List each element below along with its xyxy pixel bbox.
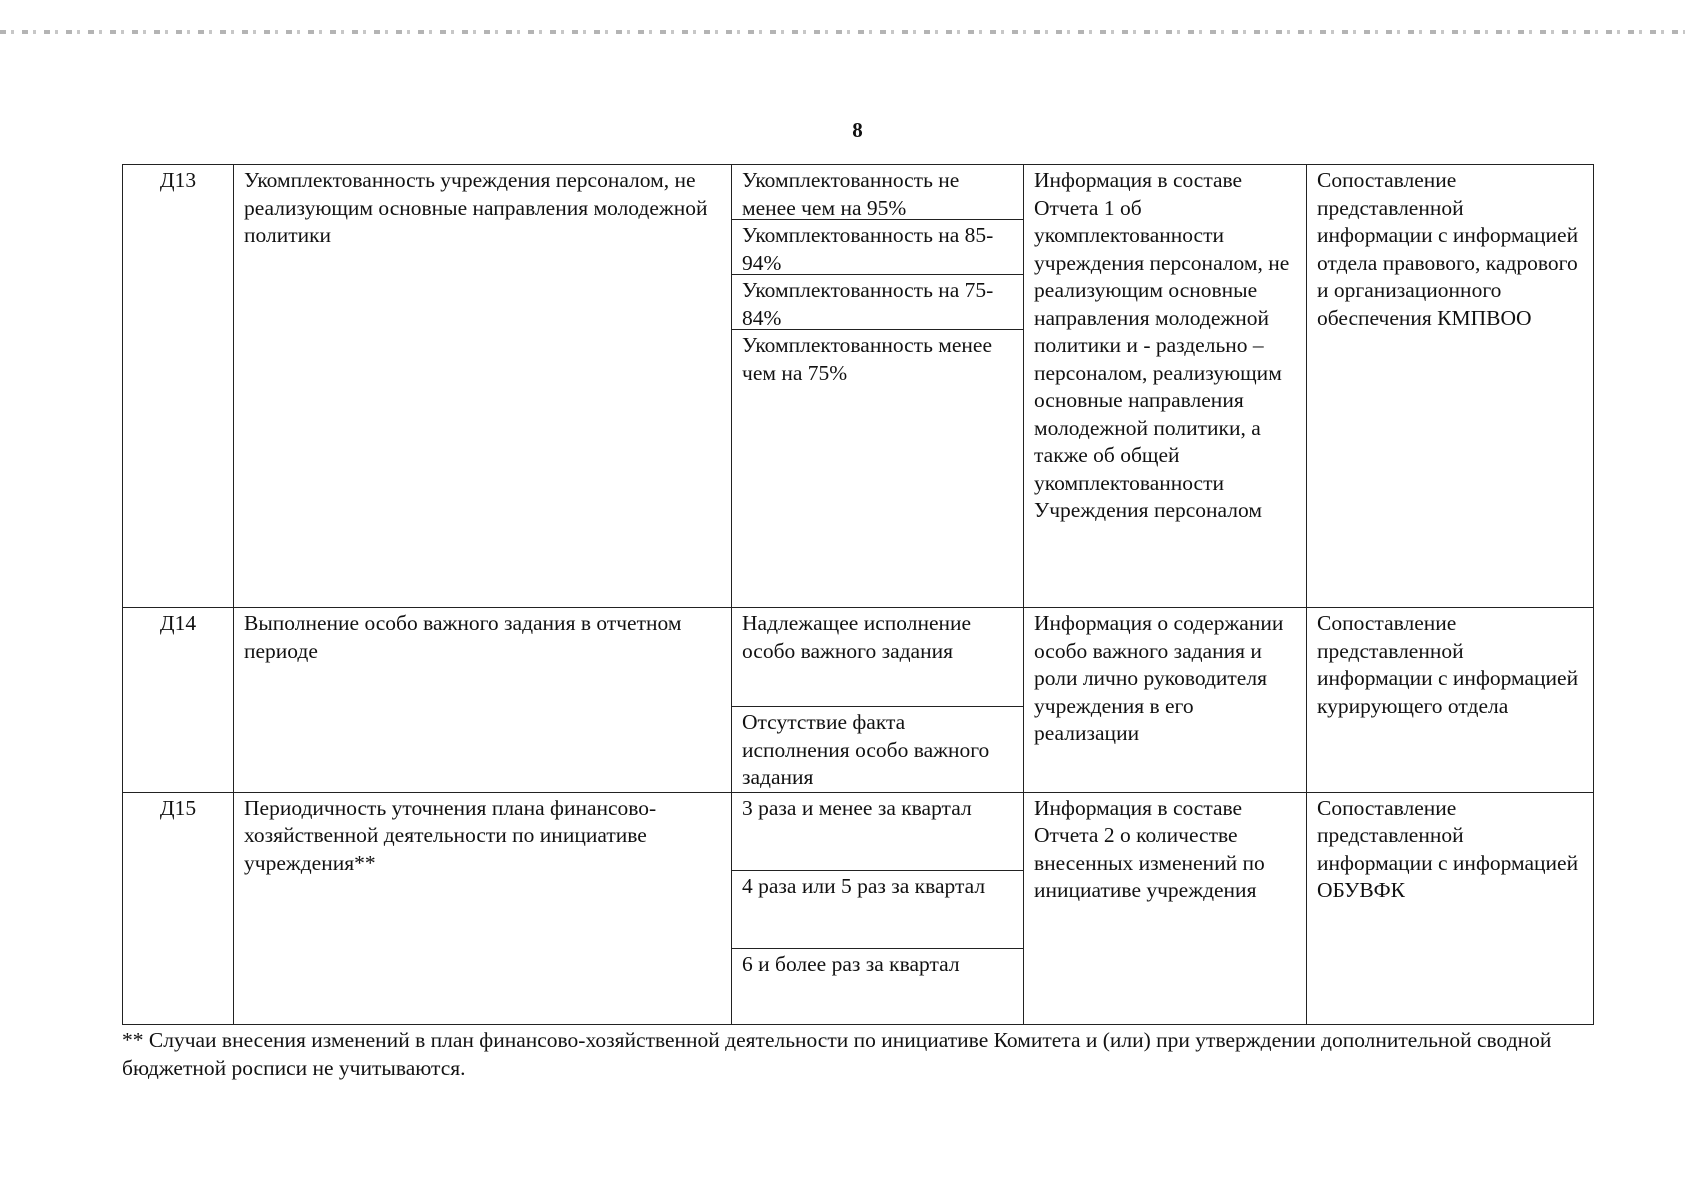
row-code: Д14 — [123, 608, 234, 793]
criterion-item: 4 раза или 5 раз за квартал — [732, 871, 1023, 949]
criterion-item: Укомплектованность не менее чем на 95% — [732, 165, 1023, 220]
indicator-text: Укомплектованность учреждения персоналом, не реализующим основные направления молодежной политики — [234, 165, 732, 608]
footnote: ** Случаи внесения изменений в план финансово-хозяйственной деятельности по инициативе Комитета и (или) при утверждении дополнительной сводной бюджетной росписи не учитываются. — [122, 1028, 1552, 1080]
verification-text: Сопоставление представленной информации с информацией курирующего отдела — [1307, 608, 1594, 793]
indicator-text: Выполнение особо важного задания в отчетном периоде — [234, 608, 732, 793]
criteria-list — [732, 608, 1024, 793]
indicators-table — [122, 164, 1594, 1025]
criterion-item: Отсутствие факта исполнения особо важного задания — [742, 710, 990, 789]
page-number: 8 — [852, 118, 863, 142]
source-text: Информация в составе Отчета 2 о количестве внесенных изменений по инициативе учреждения — [1024, 792, 1307, 1024]
source-text: Информация о содержании особо важного задания и роли лично руководителя учреждения в его реализации — [1024, 608, 1307, 793]
source-text: Информация в составе Отчета 1 об укомплектованности учреждения персоналом, не реализующим основные направления молодежной политики и - раздельно – персоналом, реализующим основные направления молодежной политики, а также об общей укомплектованности Учреждения персоналом — [1024, 165, 1307, 608]
row-code: Д15 — [123, 792, 234, 1024]
criterion-item: Укомплектованность на 85-94% — [732, 220, 1023, 275]
table-row-d15 — [123, 792, 1594, 1024]
table-row-d14 — [123, 608, 1594, 793]
verification-text: Сопоставление представленной информации с информацией ОБУВФК — [1307, 792, 1594, 1024]
table-row-d13 — [123, 165, 1594, 608]
criterion-item: 3 раза и менее за квартал — [732, 793, 1023, 871]
row-code: Д13 — [123, 165, 234, 608]
criteria-list — [732, 792, 1024, 1024]
verification-text: Сопоставление представленной информации с информацией отдела правового, кадрового и организационного обеспечения КМПВОО — [1307, 165, 1594, 608]
criterion-item: Надлежащее исполнение особо важного задания — [732, 608, 1023, 707]
scan-edge-artifact — [0, 30, 1685, 34]
criterion-item: Укомплектованность на 75-84% — [732, 275, 1023, 330]
criterion-item: Укомплектованность менее чем на 75% — [742, 333, 993, 385]
criterion-item: 6 и более раз за квартал — [742, 951, 960, 976]
criteria-list — [732, 165, 1024, 608]
indicator-text: Периодичность уточнения плана финансово-хозяйственной деятельности по инициативе учреждения** — [234, 792, 732, 1024]
